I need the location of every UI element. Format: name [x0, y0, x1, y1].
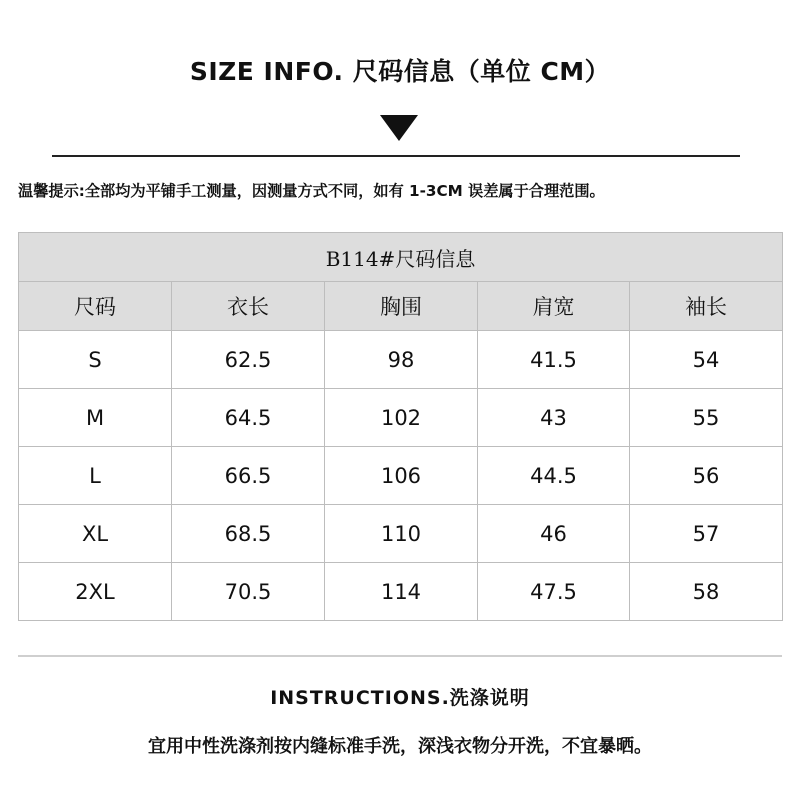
cell-shoulder: 41.5 — [478, 331, 630, 389]
instructions-text: 宜用中性洗涤剂按内缝标准手洗，深浅衣物分开洗，不宜暴晒。 — [148, 736, 652, 757]
cell-size: XL — [19, 505, 172, 563]
cell-size: 2XL — [19, 563, 172, 621]
cell-sleeve: 55 — [630, 389, 783, 447]
cell-shoulder: 47.5 — [478, 563, 630, 621]
cell-shoulder: 43 — [478, 389, 630, 447]
table-caption: B114#尺码信息 — [19, 233, 783, 282]
instructions-title: INSTRUCTIONS.洗涤说明 — [270, 687, 530, 709]
cell-length: 62.5 — [172, 331, 325, 389]
cell-size: L — [19, 447, 172, 505]
table-header-row — [19, 282, 783, 331]
column-header-shoulder: 肩宽 — [478, 282, 630, 331]
cell-chest: 114 — [325, 563, 478, 621]
down-triangle-icon — [380, 115, 418, 141]
column-header-sleeve: 袖长 — [630, 282, 783, 331]
table-caption-row — [19, 233, 783, 282]
cell-shoulder: 46 — [478, 505, 630, 563]
column-header-length: 衣长 — [172, 282, 325, 331]
page-title: SIZE INFO. 尺码信息（单位 CM） — [189, 57, 611, 86]
table-row — [19, 505, 783, 563]
column-header-size: 尺码 — [19, 282, 172, 331]
cell-sleeve: 56 — [630, 447, 783, 505]
cell-size: S — [19, 331, 172, 389]
table-row — [19, 563, 783, 621]
cell-chest: 106 — [325, 447, 478, 505]
table-row — [19, 447, 783, 505]
table-row — [19, 331, 783, 389]
divider-bottom — [18, 655, 782, 657]
measurement-tip: 温馨提示:全部均为平铺手工测量，因测量方式不同，如有 1-3CM 误差属于合理范围。 — [18, 182, 605, 200]
cell-size: M — [19, 389, 172, 447]
cell-length: 66.5 — [172, 447, 325, 505]
cell-sleeve: 54 — [630, 331, 783, 389]
cell-shoulder: 44.5 — [478, 447, 630, 505]
table-row — [19, 389, 783, 447]
cell-chest: 110 — [325, 505, 478, 563]
cell-length: 70.5 — [172, 563, 325, 621]
size-table — [18, 232, 783, 621]
divider-top — [52, 155, 740, 157]
column-header-chest: 胸围 — [325, 282, 478, 331]
cell-sleeve: 58 — [630, 563, 783, 621]
cell-sleeve: 57 — [630, 505, 783, 563]
cell-chest: 102 — [325, 389, 478, 447]
cell-length: 68.5 — [172, 505, 325, 563]
cell-length: 64.5 — [172, 389, 325, 447]
cell-chest: 98 — [325, 331, 478, 389]
